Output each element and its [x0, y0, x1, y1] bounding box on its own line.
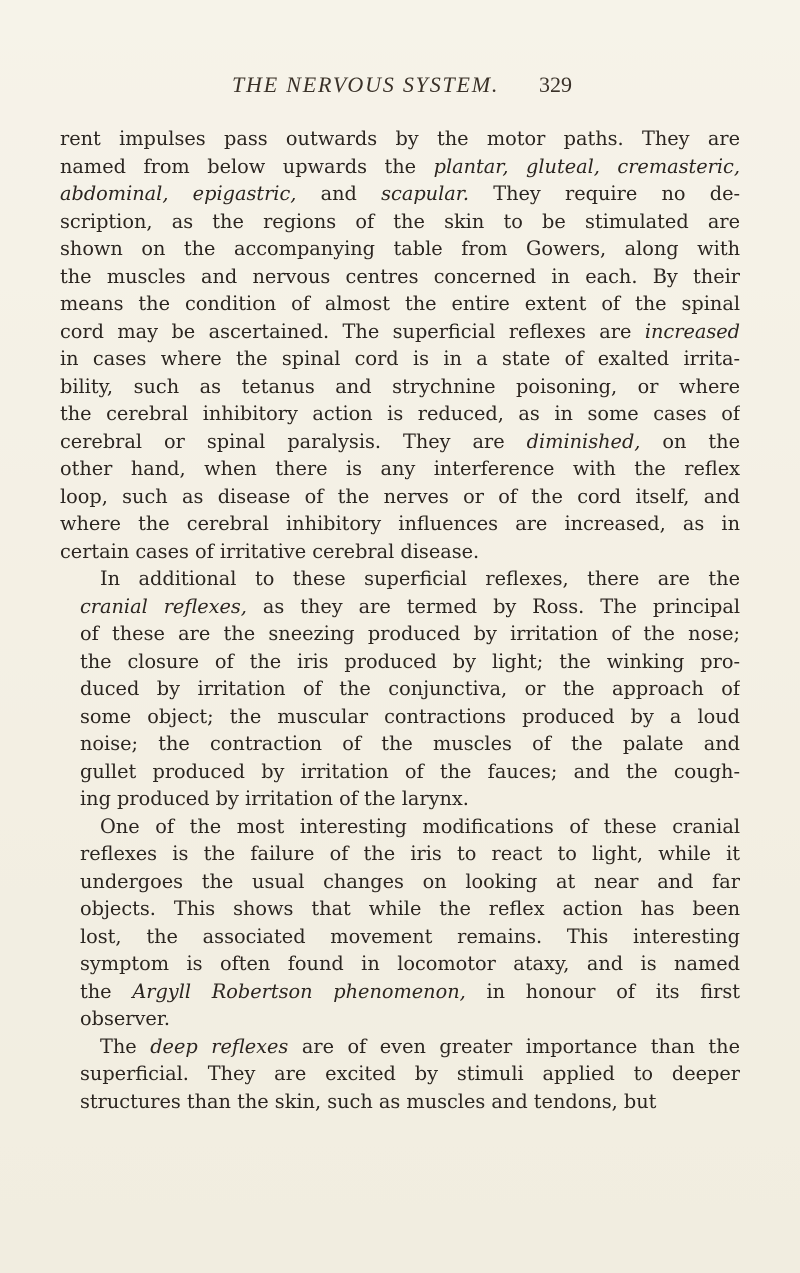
- text-run: ing produced by irritation of the larynx.: [80, 787, 469, 810]
- running-title: THE NERVOUS SYSTEM.: [232, 72, 500, 97]
- body-text: [60, 125, 740, 1115]
- running-head: [0, 72, 800, 106]
- text-run: bility, such as tetanus and strychnine poisoning, or where: [60, 374, 740, 398]
- text-line: [60, 978, 740, 1006]
- text-run: They require no de-: [468, 182, 740, 205]
- text-line: [60, 1033, 740, 1061]
- text-run: the: [80, 979, 133, 1003]
- text-line: [60, 565, 740, 593]
- text-run: noise; the contraction of the muscles of the palate and: [80, 732, 740, 755]
- text-line: [60, 813, 740, 841]
- text-run: on the: [640, 429, 740, 453]
- text-run: cord may be ascertained. The superficial reflexes are: [60, 319, 645, 343]
- text-line: [60, 538, 740, 566]
- text-run: cerebral or spinal paralysis. They are: [60, 429, 527, 453]
- text-line: [60, 950, 740, 978]
- text-run: scription, as the regions of the skin to be stimulated are: [60, 209, 740, 233]
- text-line: [60, 1088, 740, 1116]
- text-line: [60, 153, 740, 181]
- text-line: [60, 923, 740, 951]
- italic-term: Argyll Robertson phenomenon,: [132, 979, 466, 1003]
- text-line: [60, 345, 740, 373]
- italic-term: diminished,: [526, 429, 641, 453]
- text-line: [60, 428, 740, 456]
- text-run: superficial. They are excited by stimuli applied to deeper: [80, 1062, 740, 1085]
- text-run: means the condition of almost the entire extent of the spinal: [60, 292, 740, 315]
- text-line: [60, 840, 740, 868]
- text-line: [60, 318, 740, 346]
- text-line: [60, 703, 740, 731]
- text-line: [60, 455, 740, 483]
- italic-term: increased: [644, 319, 740, 343]
- text-line: [60, 785, 740, 813]
- text-run: undergoes the usual changes on looking at near and far: [80, 869, 740, 893]
- text-line: [60, 758, 740, 786]
- paragraph: [60, 813, 740, 1033]
- text-line: [60, 263, 740, 291]
- text-line: [60, 235, 740, 263]
- text-run: lost, the associated movement remains. This interesting: [80, 924, 740, 948]
- text-line: [60, 483, 740, 511]
- text-line: [60, 400, 740, 428]
- text-line: [60, 1060, 740, 1088]
- text-line: [60, 593, 740, 621]
- text-run: as they are termed by Ross. The principal: [246, 594, 740, 618]
- text-line: [60, 1005, 740, 1033]
- text-run: in honour of its first: [465, 979, 740, 1003]
- text-run: rent impulses pass outwards by the motor paths. They are: [60, 127, 740, 150]
- text-line: [60, 373, 740, 401]
- italic-term: cranial reflexes,: [80, 594, 247, 618]
- text-run: and: [296, 182, 382, 205]
- text-run: named from below upwards the: [60, 154, 434, 178]
- text-line: [60, 208, 740, 236]
- italic-term: plantar, gluteal, cremasteric,: [433, 154, 740, 178]
- text-line: [60, 125, 740, 153]
- text-run: reflexes is the failure of the iris to react to light, while it: [80, 842, 740, 865]
- page-number: 329: [539, 72, 572, 97]
- text-run: observer.: [80, 1007, 171, 1030]
- text-line: [60, 648, 740, 676]
- text-run: One of the most interesting modifications of these cranial: [100, 814, 740, 838]
- text-line: [60, 868, 740, 896]
- italic-term: deep reflexes: [150, 1034, 289, 1058]
- text-run: duced by irritation of the conjunctiva, or the approach of: [80, 677, 740, 700]
- text-line: [60, 895, 740, 923]
- paragraph: [60, 1033, 740, 1116]
- text-run: symptom is often found in locomotor ataxy, and is named: [80, 952, 740, 975]
- paragraph: [60, 125, 740, 565]
- text-run: objects. This shows that while the reflex action has been: [80, 897, 740, 920]
- text-run: shown on the accompanying table from Gowers, along with: [60, 237, 740, 260]
- text-run: some object; the muscular contractions produced by a loud: [80, 704, 740, 728]
- text-run: are of even greater importance than the: [288, 1034, 740, 1058]
- text-run: In additional to these superficial reflexes, there are the: [100, 567, 740, 590]
- text-line: [60, 675, 740, 703]
- italic-term: scapular.: [381, 182, 469, 205]
- text-run: where the cerebral inhibitory influences are increased, as in: [60, 512, 740, 535]
- italic-term: abdominal, epigastric,: [60, 182, 297, 205]
- text-run: in cases where the spinal cord is in a state of exalted irrita-: [60, 347, 740, 370]
- text-run: other hand, when there is any interference with the reflex: [60, 457, 740, 480]
- text-run: structures than the skin, such as muscles and tendons, but: [80, 1089, 657, 1113]
- text-run: gullet produced by irritation of the fauces; and the cough-: [80, 759, 740, 783]
- text-run: of these are the sneezing produced by irritation of the nose;: [80, 622, 740, 645]
- text-line: [60, 290, 740, 318]
- text-run: certain cases of irritative cerebral disease.: [60, 539, 480, 563]
- text-line: [60, 510, 740, 538]
- text-run: loop, such as disease of the nerves or of the cord itself, and: [60, 484, 740, 508]
- paragraph: [60, 565, 740, 813]
- text-line: [60, 620, 740, 648]
- text-run: the closure of the iris produced by light; the winking pro-: [80, 649, 740, 673]
- text-line: [60, 180, 740, 208]
- text-run: the cerebral inhibitory action is reduced, as in some cases of: [60, 402, 740, 425]
- text-run: The: [100, 1034, 151, 1058]
- text-run: the muscles and nervous centres concerned in each. By their: [60, 264, 740, 288]
- text-line: [60, 730, 740, 758]
